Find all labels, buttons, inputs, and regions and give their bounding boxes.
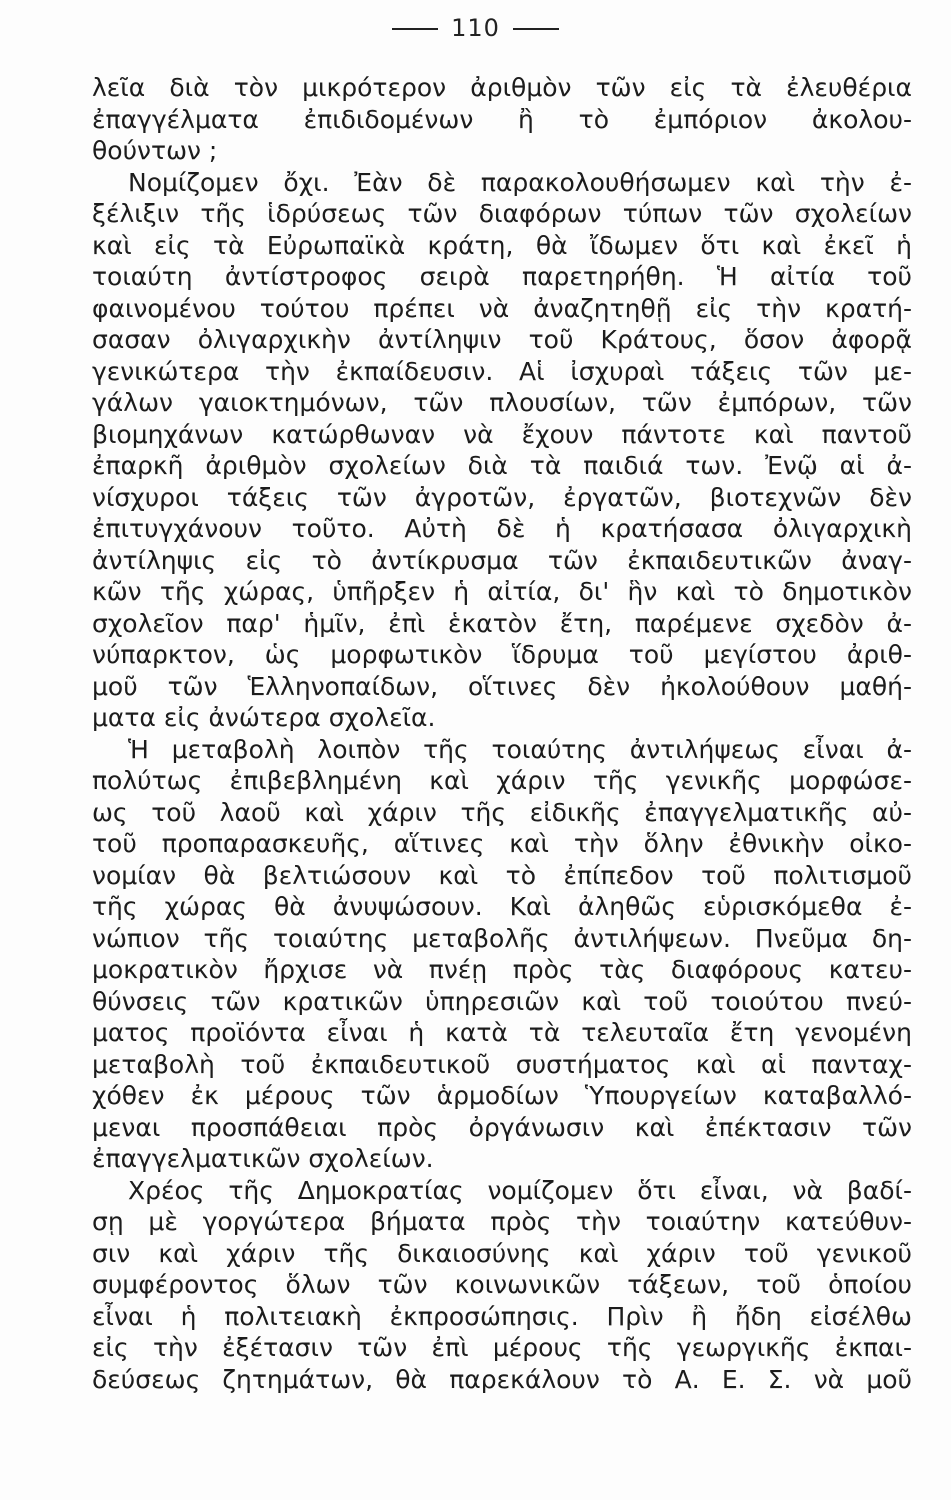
text-line: μεναι προσπάθειαι πρὸς ὀργάνωσιν καὶ ἐπέκτασιν τῶν [92,1112,912,1142]
text-line: καὶ εἰς τὰ Εὐρωπαϊκὰ κράτη, θὰ ἴδωμεν ὅτι καὶ ἐκεῖ ἡ [92,230,912,260]
text-line: εἶναι ἡ πολιτειακὴ ἐκπροσώπησις. Πρὶν ἢ ἤδη εἰσέλθω [92,1301,912,1331]
text-line: εἰς τὴν ἐξέτασιν τῶν ἐπὶ μέρους τῆς γεωργικῆς ἐκπαι- [92,1333,912,1362]
text-line: τοιαύτη ἀντίστροφος σειρὰ παρετηρήθη. Ἡ αἰτία τοῦ [92,262,912,291]
text-line: βιομηχάνων κατώρθωναν νὰ ἔχουν πάντοτε καὶ παντοῦ [92,419,912,449]
text-line: ως τοῦ λαοῦ καὶ χάριν τῆς εἰδικῆς ἐπαγγελματικῆς αὐ- [92,797,912,827]
text-line: ματος προϊόντα εἶναι ἡ κατὰ τὰ τελευταῖα ἔτη γενομένη [92,1018,912,1047]
text-line: χόθεν ἐκ μέρους τῶν ἁρμοδίων Ὑπουργείων καταβαλλό- [92,1081,912,1110]
text-line: φαινομένου τούτου πρέπει νὰ ἀναζητηθῇ εἰς τὴν κρατή- [92,293,912,323]
text-line: Νομίζομεν ὄχι. Ἐὰν δὲ παρακολουθήσωμεν καὶ τὴν ἐ- [128,167,912,197]
text-line: Ἡ μεταβολὴ λοιπὸν τῆς τοιαύτης ἀντιλήψεως εἶναι ἀ- [128,734,912,764]
text-line: συμφέροντος ὅλων τῶν κοινωνικῶν τάξεων, τοῦ ὁποίου [92,1270,912,1299]
text-line: σιν καὶ χάριν τῆς δικαιοσύνης καὶ χάριν τοῦ γενικοῦ [92,1238,912,1268]
text-line: τοῦ προπαρασκευῆς, αἵτινες καὶ τὴν ὅλην ἐθνικὴν οἰκο- [92,829,912,858]
text-line: νομίαν θὰ βελτιώσουν καὶ τὸ ἐπίπεδον τοῦ πολιτισμοῦ [92,860,912,890]
text-line: νώπιον τῆς τοιαύτης μεταβολῆς ἀντιλήψεων. Πνεῦμα δη- [92,923,912,953]
page-number-header [0,14,951,42]
text-line: γενικώτερα τὴν ἐκπαίδευσιν. Αἱ ἰσχυραὶ τάξεις τῶν με- [92,356,912,386]
text-line: Χρέος τῆς Δημοκρατίας νομίζομεν ὅτι εἶναι, νὰ βαδί- [128,1175,912,1205]
text-line: ματα εἰς ἀνώτερα σχολεῖα. [92,703,436,732]
text-line: τῆς χώρας θὰ ἀνυψώσουν. Καὶ ἀληθῶς εὑρισκόμεθα ἐ- [92,892,912,921]
text-line: ἐπαρκῆ ἀριθμὸν σχολείων διὰ τὰ παιδιά των. Ἐνῷ αἱ ἀ- [92,451,912,480]
body-text [92,72,912,1395]
page-number-dash-right [513,28,559,30]
text-line: λεῖα διὰ τὸν μικρότερον ἀριθμὸν τῶν εἰς τὰ ἐλευθέρια [92,73,912,102]
text-line: πολύτως ἐπιβεβλημένη καὶ χάριν τῆς γενικῆς μορφώσε- [92,766,912,795]
text-line: νύπαρκτον, ὡς μορφωτικὸν ἵδρυμα τοῦ μεγίστου ἀριθ- [92,640,912,669]
text-line: δεύσεως ζητημάτων, θὰ παρεκάλουν τὸ Α. Ε. Σ. νὰ μοῦ [92,1364,912,1394]
text-line: ξέλιξιν τῆς ἱδρύσεως τῶν διαφόρων τύπων τῶν σχολείων [92,199,912,228]
text-line: μοῦ τῶν Ἑλληνοπαίδων, οἵτινες δὲν ἠκολούθουν μαθή- [92,671,912,701]
text-line: μεταβολὴ τοῦ ἐκπαιδευτικοῦ συστήματος καὶ αἱ πανταχ- [92,1049,912,1079]
text-line: θύνσεις τῶν κρατικῶν ὑπηρεσιῶν καὶ τοῦ τοιούτου πνεύ- [92,986,912,1016]
text-line: σῃ μὲ γοργώτερα βήματα πρὸς τὴν τοιαύτην κατεύθυν- [92,1207,912,1236]
text-line: μοκρατικὸν ἤρχισε νὰ πνέῃ πρὸς τὰς διαφόρους κατευ- [92,955,912,984]
text-line: θούντων ; [92,136,218,165]
text-line: ἀντίληψις εἰς τὸ ἀντίκρυσμα τῶν ἐκπαιδευτικῶν ἀναγ- [92,545,912,575]
text-line: γάλων γαιοκτημόνων, τῶν πλουσίων, τῶν ἐμπόρων, τῶν [92,388,912,417]
text-line: νίσχυροι τάξεις τῶν ἀγροτῶν, ἐργατῶν, βιοτεχνῶν δὲν [92,482,912,512]
text-line: κῶν τῆς χώρας, ὑπῆρξεν ἡ αἰτία, δι' ἣν καὶ τὸ δημοτικὸν [92,577,912,606]
page-number: 110 [451,14,500,42]
text-line: ἐπιτυγχάνουν τοῦτο. Αὐτὴ δὲ ἡ κρατήσασα ὀλιγαρχικὴ [92,514,912,543]
text-line: ἐπαγγελματικῶν σχολείων. [92,1144,434,1173]
text-line: σχολεῖον παρ' ἡμῖν, ἐπὶ ἑκατὸν ἔτη, παρέμενε σχεδὸν ἀ- [92,608,912,638]
text-line: ἐπαγγέλματα ἐπιδιδομένων ἢ τὸ ἐμπόριον ἀκολου- [92,104,912,134]
text-line: σασαν ὀλιγαρχικὴν ἀντίληψιν τοῦ Κράτους, ὅσον ἀφορᾷ [92,325,912,354]
page-number-dash-left [392,28,438,30]
